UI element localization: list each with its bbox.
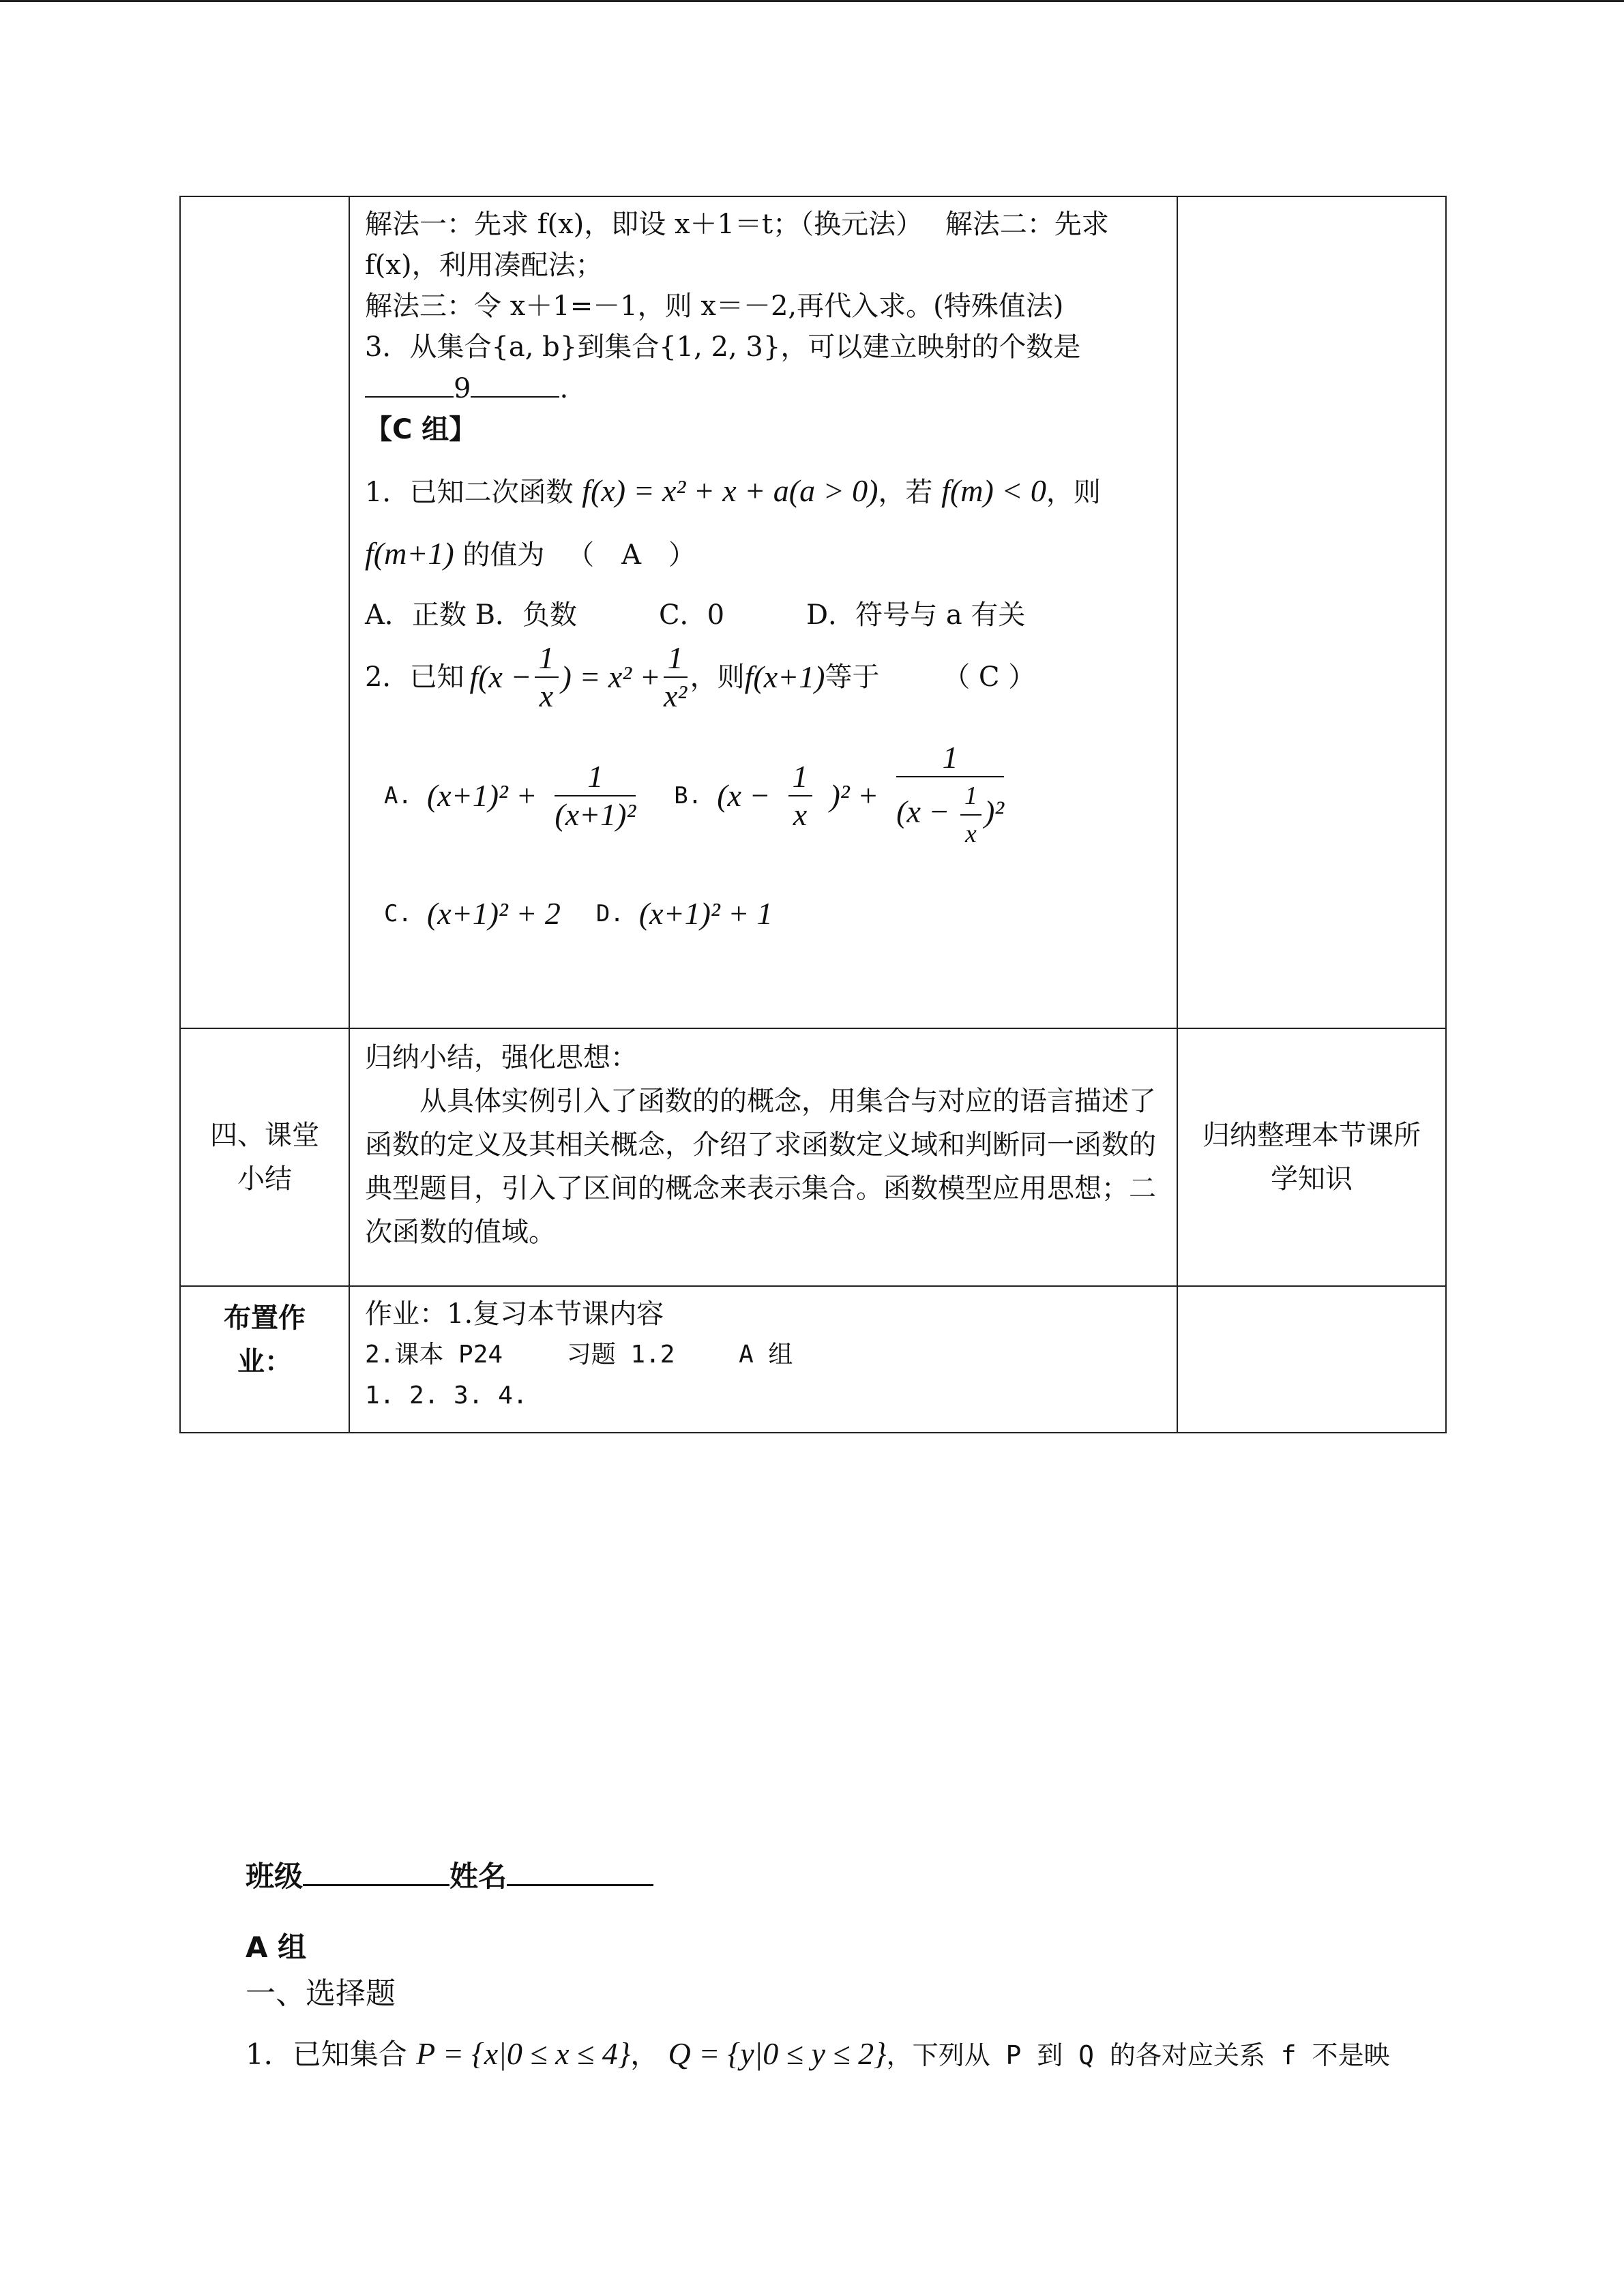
c-question-1-ask: f(m+1) 的值为 （ A ）: [365, 536, 696, 571]
c2-fraction-2: $\frac{1}{\text{x²}}$: [664, 640, 688, 713]
homework-line-2: 2.课本 P24 习题 1.2 A 组: [365, 1341, 793, 1369]
question-3-answer: 9: [454, 373, 471, 404]
summary-body: 从具体实例引入了函数的的概念，用集合与对应的语言描述了函数的定义及其相关概念，介绍了求函数定义域和判断同一函数的典型题目，引入了区间的概念来表示集合。函数模型应用思想；二次函数的值域。: [365, 1086, 1156, 1248]
table-row-summary: [180, 1028, 1446, 1286]
class-label: 班级: [246, 1860, 304, 1893]
c2-options-cd: C. (x+1)² + 2 D. (x+1)² + 1: [384, 896, 773, 931]
row1-left-cell: [180, 196, 349, 1028]
table-row-exercises: [180, 196, 1446, 1028]
question-3: 3．从集合{a, b}到集合{1, 2, 3}，可以建立映射的个数是: [365, 331, 1081, 363]
row2-left-cell: [180, 1028, 349, 1286]
c-question-1-options: A．正数 B．负数 C．0 D．符号与 a 有关: [365, 599, 1026, 631]
row1-content-cell: [349, 196, 1177, 1028]
summary-activity: 归纳整理本节课所学知识: [1202, 1120, 1421, 1195]
c-question-1: 1．已知二次函数 f(x) = x² + x + a(a > 0)，若 f(m) < 0，则: [365, 473, 1101, 508]
summary-title: 归纳小结，强化思想：: [365, 1042, 638, 1073]
table-row-homework: [180, 1286, 1446, 1433]
option-a-fraction: $\frac{1}{\text{(x+1)²}}$: [555, 759, 636, 832]
lesson-plan-table: [179, 196, 1447, 1433]
group-c-heading: 【C 组】: [365, 414, 477, 445]
set-q: Q = {y|0 ≤ y ≤ 2}: [668, 2036, 887, 2071]
summary-section-label: 四、课堂小结: [210, 1120, 319, 1195]
method-one: 解法一：先求 f(x)，即设 x＋1＝t；（换元法） 解法二：先求: [365, 209, 1109, 240]
homework-label: 布置作业：: [224, 1302, 306, 1377]
student-info-line: [246, 1853, 1405, 1900]
option-b-fraction-2: 1 (x − $\frac{1}{x}$ )²: [896, 740, 1005, 848]
method-three: 解法三：令 x＋1=－1，则 x＝－2,再代入求。(特殊值法): [365, 290, 1064, 322]
method-one-cont: f(x)，利用凑配法；: [365, 250, 603, 281]
set-p: P = {x|0 ≤ x ≤ 4}: [416, 2036, 631, 2071]
group-a-heading: A 组: [246, 1930, 307, 1964]
section-choice-heading: 一、选择题: [246, 1976, 396, 2011]
name-blank[interactable]: [507, 1854, 653, 1886]
c1-condition: f(m) < 0: [941, 473, 1046, 508]
question-3-answer-line: 9 .: [365, 368, 1163, 409]
row2-content-cell: [349, 1028, 1177, 1286]
c2-fraction-1: $\frac{1}{x}$: [535, 640, 559, 715]
c-question-2: 2．已知 f(x − $\frac{1}{x}$ ) = x² + $\frac{1}{\text{x²}}$ ，则 f(x+1) 等于 （ C ）: [365, 640, 1036, 713]
homework-line-3: 1. 2. 3. 4.: [365, 1382, 528, 1410]
page-top-border: [0, 0, 1624, 2]
row3-right-cell: [1177, 1286, 1446, 1433]
worksheet-question-1: 1．已知集合 P = {x|0 ≤ x ≤ 4}， Q = {y|0 ≤ y ≤ 2}，下列从 P 到 Q 的各对应关系 f 不是映: [246, 2036, 1390, 2071]
worksheet: [246, 1853, 1405, 2078]
class-blank[interactable]: [303, 1854, 449, 1886]
row2-right-cell: [1177, 1028, 1446, 1286]
row3-content-cell: [349, 1286, 1177, 1433]
option-b-fraction-1: $\frac{1}{x}$: [788, 758, 812, 833]
answer-blank-right: [471, 368, 559, 398]
name-label: 姓名: [449, 1860, 507, 1893]
c2-options-ab: A. (x+1)² + $\frac{1}{\text{(x+1)²}}$ B. (x − $\frac{1}{x}$ )² + 1 (x − $\frac{1}{x}$ )²: [384, 739, 1163, 852]
answer-blank-left: [365, 368, 454, 398]
homework-line-1: 作业：1.复习本节课内容: [365, 1298, 664, 1330]
row1-right-cell: [1177, 196, 1446, 1028]
c1-formula: f(x) = x² + x + a(a > 0): [582, 473, 879, 508]
row3-left-cell: [180, 1286, 349, 1433]
